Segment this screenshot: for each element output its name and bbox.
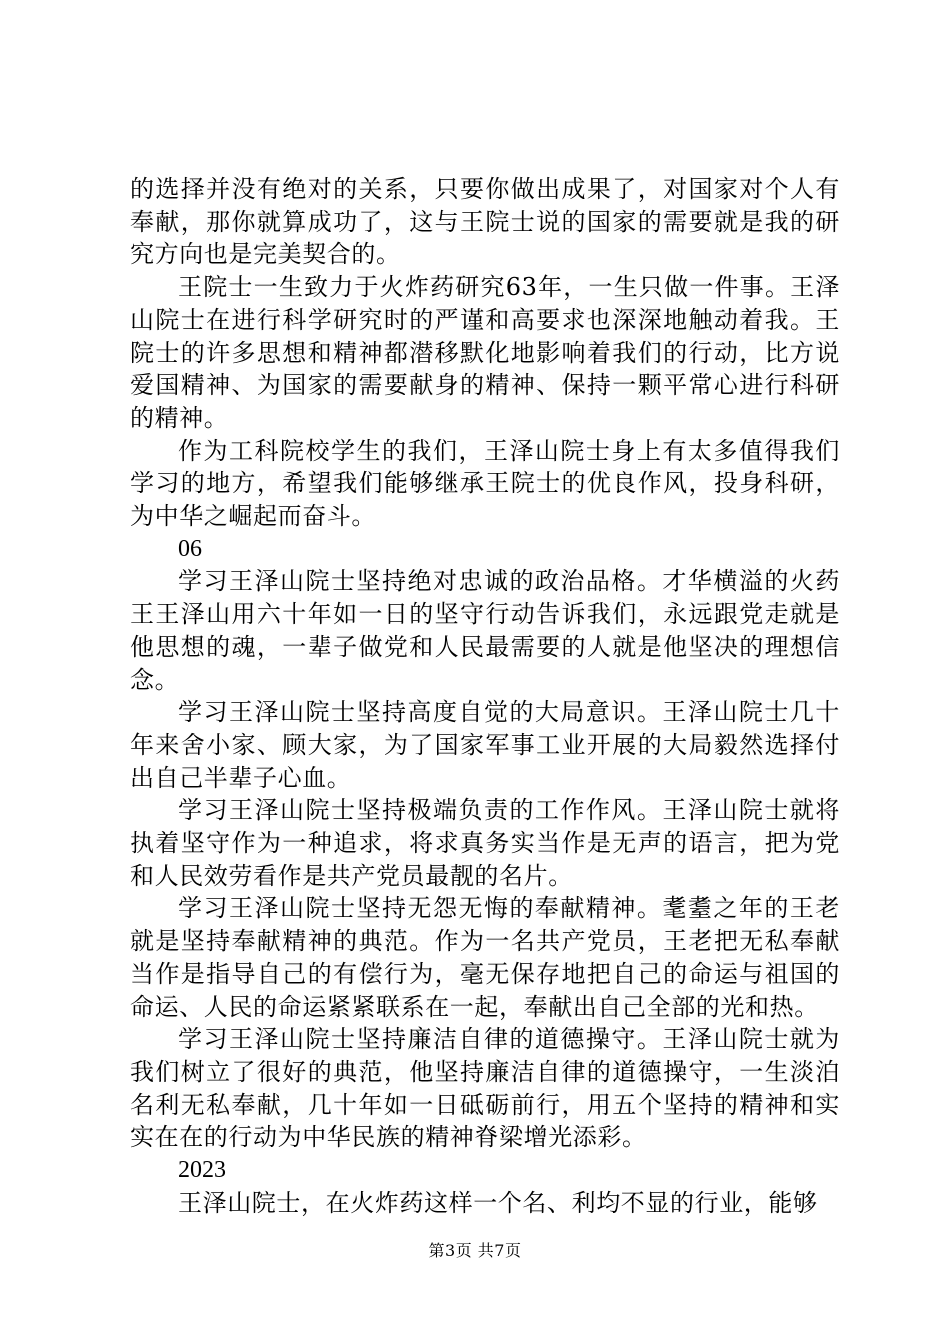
section-marker: 06 <box>178 535 202 562</box>
page-number-footer: 第3页 共7页 <box>428 1241 522 1260</box>
paragraph: 学习王泽山院士坚持绝对忠诚的政治品格。才华横溢的火药王王泽山用六十年如一日的坚守行动告诉我们，永远跟党走就是他思想的魂，一辈子做党和人民最需要的人就是他坚决的理想信念。 <box>130 567 840 694</box>
section-marker: 2023 <box>178 1157 226 1184</box>
paragraph: 学习王泽山院士坚持无怨无悔的奉献精神。耄耋之年的王老就是坚持奉献精神的典范。作为一名共产党员，王老把无私奉献当作是指导自己的有偿行为，毫无保存地把自己的命运与祖国的命运、人民的命运紧紧联系在一起，奉献出自己全部的光和热。 <box>130 894 840 1021</box>
paragraph: 学习王泽山院士坚持廉洁自律的道德操守。王泽山院士就为我们树立了很好的典范，他坚持廉洁自律的道德操守，一生淡泊名利无私奉献，几十年如一日砥砺前行，用五个坚持的精神和实实在在的行动为中华民族的精神脊梁增光添彩。 <box>130 1025 840 1152</box>
paragraph: 王泽山院士，在火炸药这样一个名、利均不显的行业，能够 <box>178 1188 818 1217</box>
document-body <box>130 173 840 1220</box>
paragraph: 学习王泽山院士坚持高度自觉的大局意识。王泽山院士几十年来舍小家、顾大家，为了国家军事工业开展的大局毅然选择付出自己半辈子心血。 <box>130 698 840 792</box>
paragraph: 王院士一生致力于火炸药研究63年，一生只做一件事。王泽山院士在进行科学研究时的严谨和高要求也深深地触动着我。王院士的许多思想和精神都潜移默化地影响着我们的行动，比方说爱国精神、为国家的需要献身的精神、保持一颗平常心进行科研的精神。 <box>130 273 840 432</box>
paragraph-continued: 的选择并没有绝对的关系，只要你做出成果了，对国家对个人有奉献，那你就算成功了，这与王院士说的国家的需要就是我的研究方向也是完美契合的。 <box>130 175 840 269</box>
paragraph: 作为工科院校学生的我们，王泽山院士身上有太多值得我们学习的地方，希望我们能够继承王院士的优良作风，投身科研，为中华之崛起而奋斗。 <box>130 436 840 531</box>
paragraph: 学习王泽山院士坚持极端负责的工作作风。王泽山院士就将执着坚守作为一种追求，将求真务实当作是无声的语言，把为党和人民效劳看作是共产党员最靓的名片。 <box>130 796 840 890</box>
